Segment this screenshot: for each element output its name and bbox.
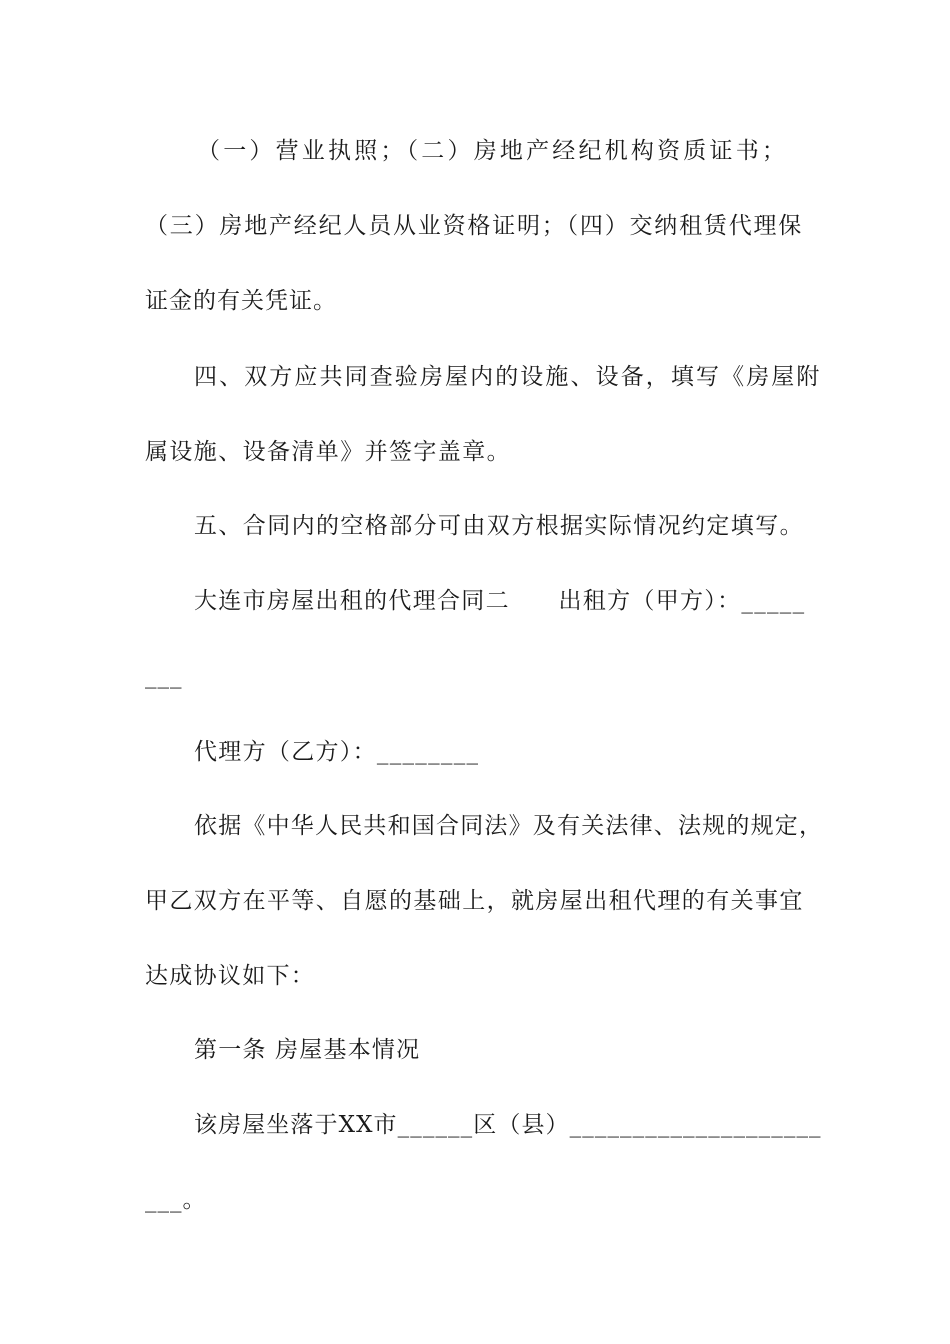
agent-party-line: 代理方（乙方）：________ xyxy=(194,739,480,765)
contract-title-lessor-line: 大连市房屋出租的代理合同二 出租方（甲方）：_____ xyxy=(194,588,806,614)
paragraph-line-required-documents-1: （一）营业执照；（二）房地产经纪机构资质证书； xyxy=(197,138,789,164)
paragraph-line-basis-3: 达成协议如下： xyxy=(145,963,316,989)
paragraph-line-basis-1: 依据《中华人民共和国合同法》及有关法律、法规的规定， xyxy=(194,813,824,839)
paragraph-line-basis-2: 甲乙双方在平等、自愿的基础上，就房屋出租代理的有关事宜 xyxy=(145,888,804,914)
paragraph-line-clause-four-1: 四、双方应共同查验房屋内的设施、设备，填写《房屋附 xyxy=(194,364,822,390)
paragraph-line-clause-four-2: 属设施、设备清单》并签字盖章。 xyxy=(145,439,511,465)
property-location-continuation: ___。 xyxy=(145,1187,207,1213)
lessor-blank-continuation: ___ xyxy=(145,663,183,689)
paragraph-line-required-documents-3: 证金的有关凭证。 xyxy=(145,288,337,314)
property-location-line: 该房屋坐落于XX市______区（县）____________________ xyxy=(194,1112,822,1138)
paragraph-line-clause-five: 五、合同内的空格部分可由双方根据实际情况约定填写。 xyxy=(194,513,804,539)
article-one-heading: 第一条 房屋基本情况 xyxy=(194,1037,421,1063)
paragraph-line-required-documents-2: （三）房地产经纪人员从业资格证明；（四）交纳租赁代理保 xyxy=(145,213,804,239)
